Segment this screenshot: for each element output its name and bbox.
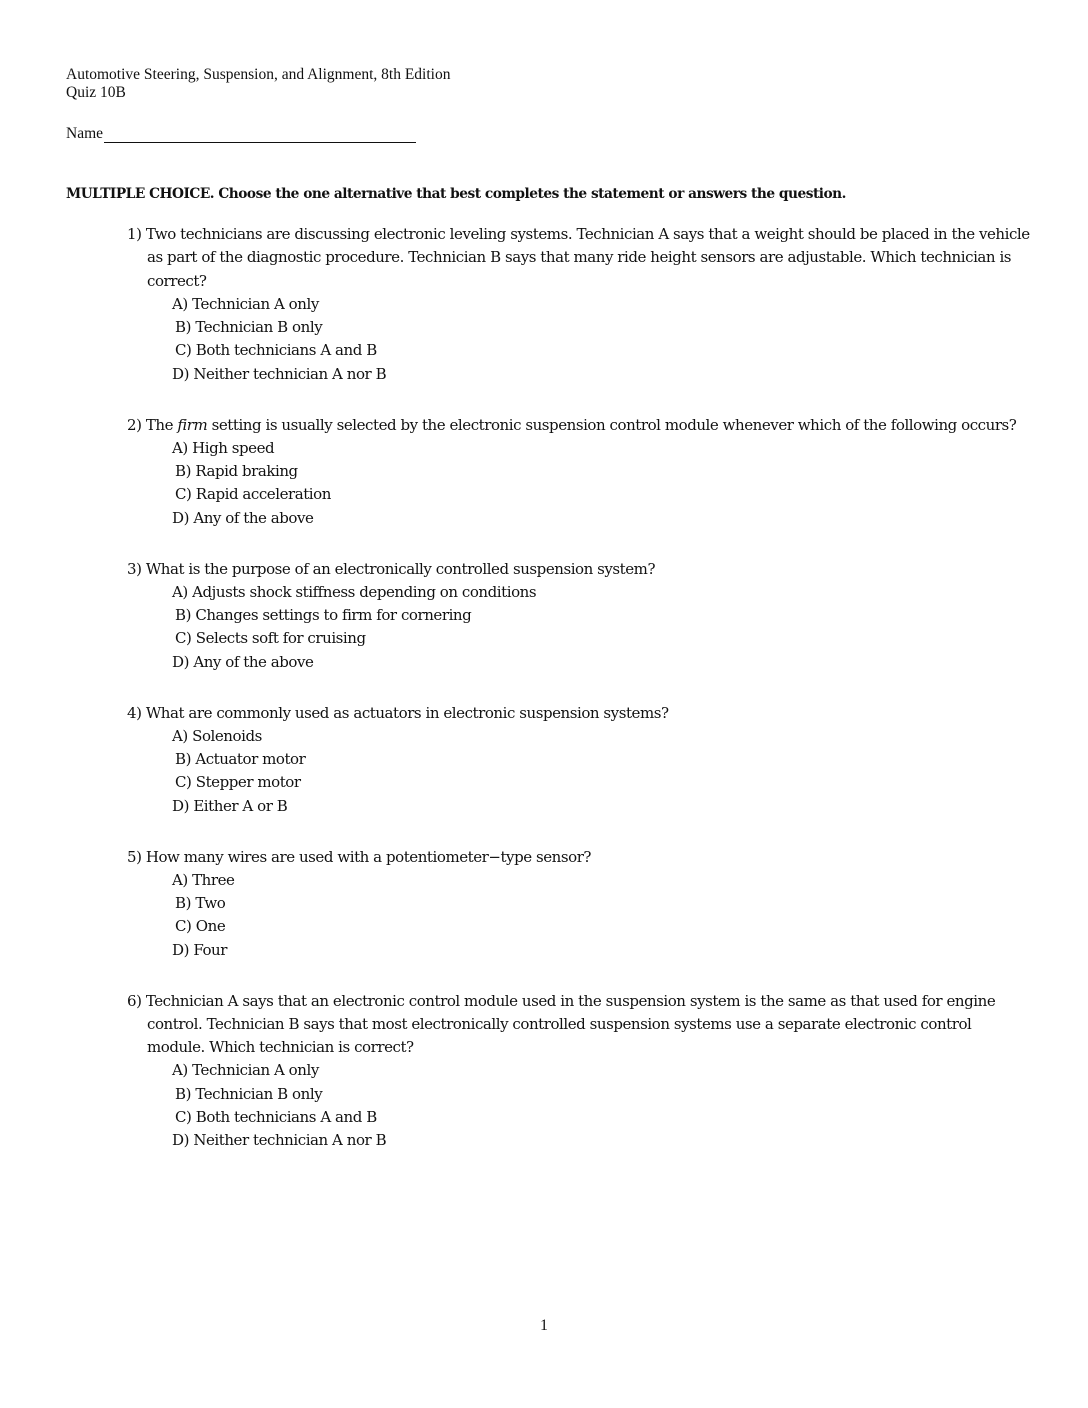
option-text: Both technicians A and B: [195, 1108, 377, 1126]
option-b[interactable]: [172, 892, 1032, 915]
option-text: Either A or B: [193, 796, 288, 815]
option-text: Neither technician A nor B: [193, 1131, 387, 1150]
option-c[interactable]: [172, 339, 1032, 362]
option-text: Any of the above: [193, 508, 314, 527]
option-text: Neither technician A nor B: [193, 364, 387, 383]
question-list: [127, 223, 1032, 1180]
option-a[interactable]: [172, 1059, 1032, 1082]
option-a[interactable]: [172, 437, 1032, 460]
document-header: [66, 66, 450, 102]
option-d[interactable]: [172, 1129, 1032, 1152]
question-number: 1): [127, 225, 142, 243]
option-a[interactable]: [172, 869, 1032, 892]
option-letter: B): [175, 606, 191, 625]
option-text: Changes settings to firm for cornering: [195, 606, 472, 625]
question-text: The: [145, 415, 178, 434]
option-text: Both technicians A and B: [195, 341, 377, 360]
question-text-emphasis: firm: [177, 415, 208, 434]
question-number: 5): [127, 847, 142, 866]
question-1: [127, 223, 1032, 386]
option-letter: A): [172, 726, 188, 745]
name-label: Name: [66, 125, 104, 142]
option-letter: D): [172, 940, 189, 959]
option-text: Technician B only: [195, 1084, 323, 1103]
question-6: [127, 990, 1032, 1153]
option-letter: D): [172, 796, 189, 815]
option-text: Technician A only: [192, 1061, 319, 1080]
question-number: 3): [127, 559, 142, 578]
question-4: [127, 702, 1032, 818]
question-stem: [127, 702, 1032, 725]
option-letter: C): [175, 917, 192, 936]
option-c[interactable]: [172, 1106, 1032, 1129]
option-d[interactable]: [172, 939, 1032, 962]
option-list: [127, 437, 1032, 530]
question-text: What are commonly used as actuators in electronic suspension systems?: [145, 703, 669, 722]
option-letter: C): [175, 773, 192, 792]
question-stem: [127, 223, 1032, 293]
option-list: [127, 869, 1032, 962]
option-letter: D): [172, 508, 189, 527]
question-stem: [127, 558, 1032, 581]
option-text: Adjusts shock stiffness depending on conditions: [192, 582, 537, 601]
option-a[interactable]: [172, 581, 1032, 604]
option-text: Any of the above: [193, 652, 314, 671]
option-letter: C): [175, 1108, 192, 1126]
option-text: Two: [195, 894, 226, 913]
option-b[interactable]: [172, 1083, 1032, 1106]
option-list: [127, 581, 1032, 674]
question-text: Two technicians are discussing electronic leveling systems. Technician A says that a weight should be placed in the vehicle as part of the diagnostic procedure. Technician B says that many ride height sensors are adjustable. Which technician is correct?: [145, 225, 1030, 290]
option-letter: C): [175, 485, 192, 504]
question-text: setting is usually selected by the electronic suspension control module whenever which of the following occurs?: [207, 415, 1017, 434]
option-text: Technician B only: [195, 318, 323, 337]
option-c[interactable]: [172, 915, 1032, 938]
option-text: Technician A only: [192, 294, 319, 313]
question-number: 2): [127, 415, 142, 434]
question-number: 4): [127, 703, 142, 722]
option-letter: B): [175, 1084, 191, 1103]
option-text: Three: [192, 870, 235, 889]
option-text: One: [195, 917, 226, 936]
option-c[interactable]: [172, 483, 1032, 506]
option-letter: B): [175, 462, 191, 481]
option-b[interactable]: [172, 748, 1032, 771]
option-text: Actuator motor: [195, 750, 306, 769]
question-text: Technician A says that an electronic control module used in the suspension system is the same as that used for engine control. Technician B says that most electronically controlled suspension systems use a separate electronic control module. Which technician is correct?: [145, 991, 996, 1057]
option-letter: B): [175, 750, 191, 769]
option-letter: A): [172, 870, 188, 889]
question-3: [127, 558, 1032, 674]
option-a[interactable]: [172, 293, 1032, 316]
page-number: 1: [540, 1317, 548, 1334]
option-letter: D): [172, 364, 189, 383]
option-text: Rapid acceleration: [195, 485, 331, 504]
option-text: Four: [193, 940, 227, 959]
option-letter: A): [172, 294, 188, 313]
option-letter: D): [172, 652, 189, 671]
option-letter: C): [175, 629, 192, 648]
question-5: [127, 846, 1032, 962]
option-d[interactable]: [172, 795, 1032, 818]
option-letter: A): [172, 1061, 188, 1080]
question-text: How many wires are used with a potentiometer−type sensor?: [145, 847, 592, 866]
course-title: Automotive Steering, Suspension, and Alignment, 8th Edition: [66, 66, 451, 83]
option-c[interactable]: [172, 771, 1032, 794]
option-text: Stepper motor: [195, 773, 301, 792]
question-stem: [127, 846, 1032, 869]
option-text: Solenoids: [192, 726, 262, 745]
option-letter: A): [172, 438, 188, 457]
option-list: [127, 293, 1032, 386]
option-d[interactable]: [172, 363, 1032, 386]
name-field-row: [66, 125, 416, 143]
question-stem: [127, 990, 1032, 1060]
option-list: [127, 1059, 1032, 1152]
question-stem: [127, 414, 1032, 437]
option-b[interactable]: [172, 604, 1032, 627]
option-list: [127, 725, 1032, 818]
option-c[interactable]: [172, 627, 1032, 650]
option-text: Rapid braking: [195, 462, 298, 481]
question-2: [127, 414, 1032, 530]
section-instructions: MULTIPLE CHOICE. Choose the one alternative that best completes the statement or answers the question.: [66, 186, 846, 202]
name-blank-line[interactable]: [104, 126, 416, 143]
option-a[interactable]: [172, 725, 1032, 748]
option-text: Selects soft for cruising: [195, 629, 366, 648]
option-letter: A): [172, 582, 188, 601]
option-d[interactable]: [172, 651, 1032, 674]
question-text: What is the purpose of an electronically controlled suspension system?: [145, 559, 656, 578]
option-letter: D): [172, 1131, 189, 1150]
option-b[interactable]: [172, 460, 1032, 483]
option-letter: B): [175, 894, 191, 913]
option-letter: B): [175, 318, 191, 337]
quiz-title: Quiz 10B: [66, 84, 126, 101]
option-text: High speed: [192, 438, 275, 457]
option-d[interactable]: [172, 507, 1032, 530]
option-letter: C): [175, 341, 192, 360]
option-b[interactable]: [172, 316, 1032, 339]
question-number: 6): [127, 991, 142, 1010]
